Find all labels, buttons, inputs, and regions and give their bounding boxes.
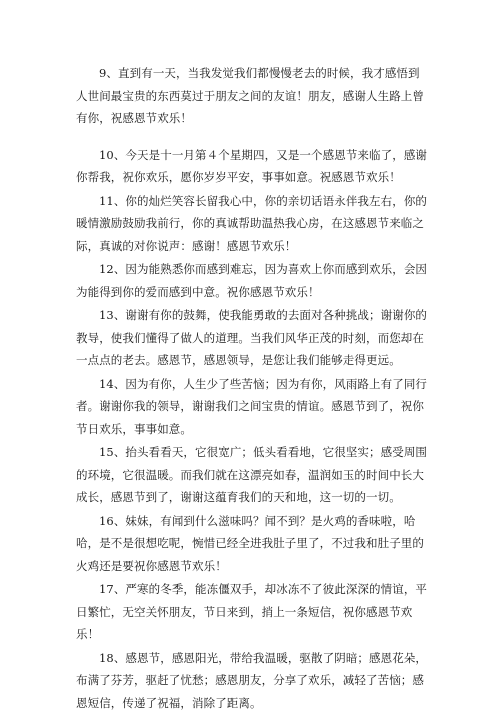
paragraph-10: 10、今天是十一月第４个星期四，又是一个感恩节来临了，感谢你帮我，祝你欢乐，愿你岁岁平安，事事如意。祝感恩节欢乐！	[76, 144, 428, 189]
paragraph-9: 9、直到有一天，当我发觉我们都慢慢老去的时候，我才感悟到人世间最宝贵的东西莫过于朋友之间的友谊！朋友，感谢人生路上曾有你，祝感恩节欢乐！	[76, 62, 428, 130]
paragraph-14: 14、因为有你，人生少了些苦恼；因为有你，风雨路上有了同行者。谢谢你我的领导，谢谢我们之间宝贵的情谊。感恩节到了，祝你节日欢乐，事事如意。	[76, 373, 428, 441]
paragraph-16: 16、妹妹，有闻到什么滋味吗？闻不到？是火鸡的香味啦，哈哈，是不是很想吃呢，惋惜已经全进我肚子里了，不过我和肚子里的火鸡还是要祝你感恩节欢乐！	[76, 510, 428, 578]
paragraph-17: 17、严寒的冬季，能冻僵双手，却冰冻不了彼此深深的情谊，平日繁忙，无空关怀朋友，节日来到，捎上一条短信，祝你感恩节欢乐！	[76, 578, 428, 646]
paragraph-12: 12、因为能熟悉你而感到难忘，因为喜欢上你而感到欢乐，会因为能得到你的爱而感到中意。祝你感恩节欢乐！	[76, 258, 428, 303]
paragraph-13: 13、谢谢有你的鼓舞，使我能勇敢的去面对各种挑战；谢谢你的教导，使我们懂得了做人的道理。当我们风华正茂的时刻，而您却在一点点的老去。感恩节，感恩领导，是您让我们能够走得更远。	[76, 304, 428, 372]
paragraph-11: 11、你的灿烂笑容长留我心中，你的亲切话语永伴我左右，你的暖情激励鼓励我前行，你的真诚帮助温热我心房，在这感恩节来临之际，真诚的对你说声：感谢！感恩节欢乐！	[76, 190, 428, 258]
paragraph-15: 15、抬头看看天，它很宽广；低头看看地，它很坚实；感受周围的环境，它很温暖。而我们就在这漂亮如春，温润如玉的时间中长大成长，感恩节到了，谢谢这蕴育我们的天和地，这一切的一切。	[76, 441, 428, 509]
paragraph-18: 18、感恩节，感恩阳光，带给我温暖，驱散了阴暗；感恩花朵，布满了芬芳，驱赶了忧愁；感恩朋友，分享了欢乐，减轻了苦恼；感恩短信，传递了祝福，消除了距离。	[76, 647, 428, 714]
